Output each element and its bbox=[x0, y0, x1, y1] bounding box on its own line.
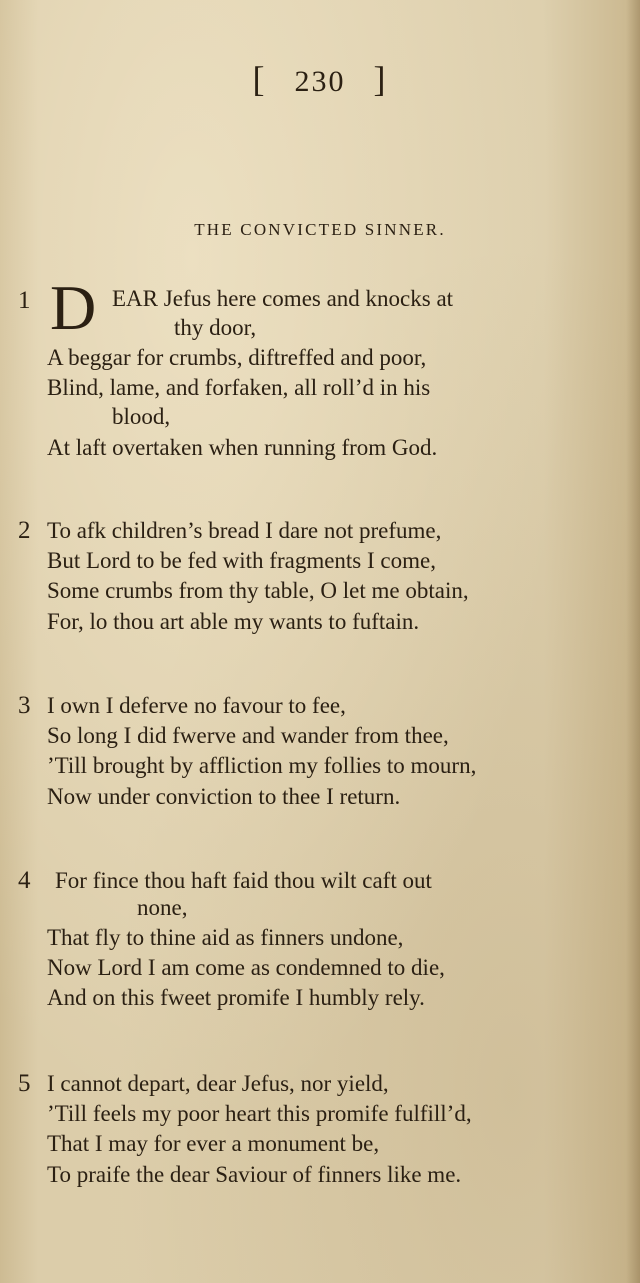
stanza-line: For fince thou haft faid thou wilt caft out bbox=[55, 868, 432, 893]
drop-cap: D bbox=[50, 272, 97, 343]
stanza-line: Blind, lame, and forfaken, all roll’d in his bbox=[47, 375, 431, 400]
stanza-number: 5 bbox=[18, 1070, 31, 1097]
stanza-line: For, lo thou art able my wants to fuftain. bbox=[47, 609, 420, 634]
stanza-number: 3 bbox=[18, 692, 31, 719]
stanza-line: blood, bbox=[112, 404, 171, 429]
hymn-title: THE CONVICTED SINNER. bbox=[194, 220, 446, 239]
stanza-line: I own I deferve no favour to fee, bbox=[47, 693, 346, 718]
stanza-line: Now under conviction to thee I return. bbox=[47, 784, 401, 809]
stanza-number: 1 bbox=[18, 287, 31, 314]
stanza-line: At laft overtaken when running from God. bbox=[47, 435, 438, 460]
stanza-line: To afk children’s bread I dare not prefume, bbox=[47, 518, 442, 543]
stanza-line: Some crumbs from thy table, O let me obtain, bbox=[47, 578, 469, 603]
stanza-line: That I may for ever a monument be, bbox=[47, 1131, 380, 1156]
stanza-number: 2 bbox=[18, 517, 31, 544]
stanza-number: 4 bbox=[18, 867, 31, 894]
page-number-header bbox=[0, 58, 640, 100]
page-edge-shadow bbox=[626, 0, 640, 1283]
stanza-line: Now Lord I am come as condemned to die, bbox=[47, 955, 445, 980]
stanza-line: EAR Jefus here comes and knocks at bbox=[112, 286, 454, 311]
stanza-line: But Lord to be fed with fragments I come, bbox=[47, 548, 436, 573]
stanza-line: I cannot depart, dear Jefus, nor yield, bbox=[47, 1071, 389, 1096]
stanza-line: To praife the dear Saviour of finners like me. bbox=[47, 1162, 462, 1187]
close-bracket: ] bbox=[373, 59, 388, 99]
open-bracket: [ bbox=[252, 59, 267, 99]
stanza-line: ’Till brought by affliction my follies to mourn, bbox=[47, 753, 477, 778]
stanza-line: thy door, bbox=[174, 315, 257, 340]
stanza-line: none, bbox=[137, 895, 188, 920]
page-number: 230 bbox=[294, 65, 346, 98]
stanza-line: So long I did fwerve and wander from thee, bbox=[47, 723, 449, 748]
stanza-line: ’Till feels my poor heart this promife fulfill’d, bbox=[47, 1101, 472, 1126]
stanza-line: A beggar for crumbs, diftreffed and poor, bbox=[47, 345, 427, 370]
stanza-line: And on this fweet promife I humbly rely. bbox=[47, 985, 425, 1010]
stanza-line: That fly to thine aid as finners undone, bbox=[47, 925, 404, 950]
